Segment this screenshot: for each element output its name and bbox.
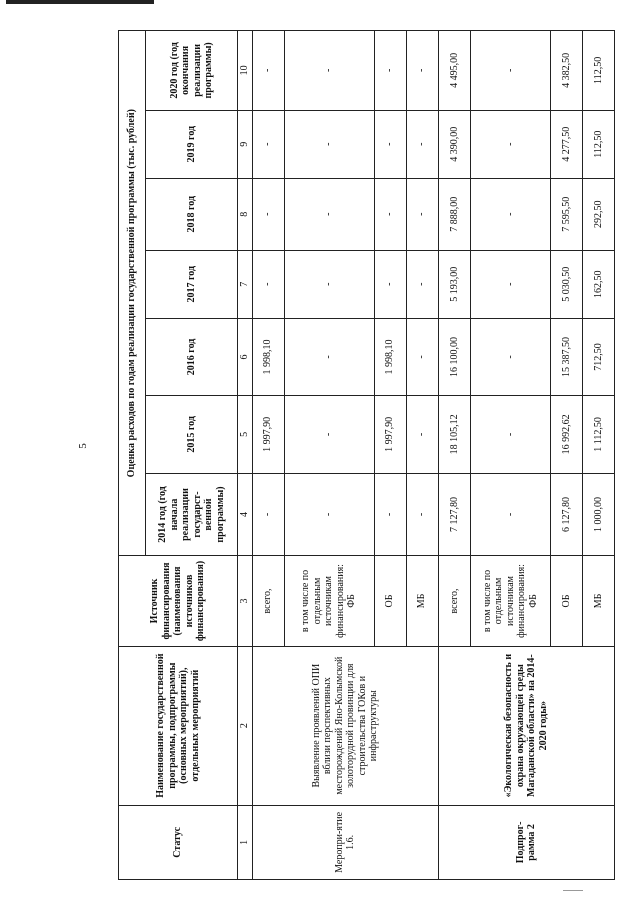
cell-value: - — [252, 473, 284, 556]
cell-value: 4 390,00 — [438, 110, 470, 178]
cell-value: - — [374, 31, 406, 111]
cell-value: - — [284, 473, 374, 556]
cell-value: 1 998,10 — [252, 318, 284, 395]
header-source: Источник финансирования (наименования источников финансирования) — [119, 556, 238, 646]
cell-value: - — [470, 396, 550, 473]
cell-value: - — [252, 110, 284, 178]
cell-value: 4 495,00 — [438, 31, 470, 111]
cell-value: 1 997,90 — [252, 396, 284, 473]
cell-value: 5 030,50 — [550, 250, 582, 318]
header-year-2020: 2020 год (год окончания реализации программы) — [146, 31, 238, 111]
row-source: МБ — [582, 556, 614, 646]
cell-value: 712,50 — [582, 318, 614, 395]
row-source: в том числе по отдельным источникам финансирования: ФБ — [284, 556, 374, 646]
row-status: Подпрог-рамма 2 — [438, 805, 614, 879]
table-row — [252, 31, 284, 880]
row-source: МБ — [406, 556, 438, 646]
cell-value: 292,50 — [582, 178, 614, 250]
cell-value: 7 888,00 — [438, 178, 470, 250]
cell-value: - — [406, 250, 438, 318]
cell-value: - — [406, 31, 438, 111]
cell-value: 1 000,00 — [582, 473, 614, 556]
cell-value: 7 595,50 — [550, 178, 582, 250]
cell-value: - — [470, 31, 550, 111]
row-source: ОБ — [550, 556, 582, 646]
row-source: в том числе по отдельным источникам финансирования: ФБ — [470, 556, 550, 646]
cell-value: - — [470, 473, 550, 556]
cell-value: 16 100,00 — [438, 318, 470, 395]
cell-value: 4 382,50 — [550, 31, 582, 111]
cell-value: 15 387,50 — [550, 318, 582, 395]
cell-value: - — [284, 31, 374, 111]
table-row — [438, 31, 470, 880]
header-year-2015: 2015 год — [146, 396, 238, 473]
header-year-2019: 2019 год — [146, 110, 238, 178]
scan-mark — [563, 890, 583, 891]
column-number: 6 — [238, 318, 253, 395]
cell-value: - — [406, 318, 438, 395]
cell-value: 112,50 — [582, 110, 614, 178]
column-number: 10 — [238, 31, 253, 111]
cell-value: 5 193,00 — [438, 250, 470, 318]
column-number: 9 — [238, 110, 253, 178]
cell-value: - — [406, 178, 438, 250]
cell-value: - — [252, 178, 284, 250]
row-source: всего, — [438, 556, 470, 646]
header-year-2014: 2014 год (год начала реализации государст-венной программы) — [146, 473, 238, 556]
header-estimate: Оценка расходов по годам реализации государственной программы (тыс. рублей) — [119, 31, 146, 556]
page-number: 5 — [77, 443, 89, 449]
row-status: Меропри-ятие 1.6. — [252, 805, 438, 879]
header-year-2016: 2016 год — [146, 318, 238, 395]
cell-value: - — [284, 318, 374, 395]
cell-value: 1 998,10 — [374, 318, 406, 395]
header-year-2018: 2018 год — [146, 178, 238, 250]
cell-value: - — [470, 110, 550, 178]
cell-value: 1 997,90 — [374, 396, 406, 473]
cell-value: 162,50 — [582, 250, 614, 318]
column-number: 8 — [238, 178, 253, 250]
cell-value: - — [252, 31, 284, 111]
cell-value: 18 105,12 — [438, 396, 470, 473]
cell-value: 112,50 — [582, 31, 614, 111]
header-name: Наименование государственной программы, подпрограммы (основных мероприятий), отдельных мероприятий — [119, 646, 238, 805]
cell-value: - — [470, 178, 550, 250]
cell-value: 16 992,62 — [550, 396, 582, 473]
top-rule — [6, 0, 154, 4]
cell-value: - — [406, 110, 438, 178]
cell-value: 6 127,80 — [550, 473, 582, 556]
cell-value: - — [374, 250, 406, 318]
cell-value: - — [374, 178, 406, 250]
cell-value: - — [284, 110, 374, 178]
cell-value: - — [284, 250, 374, 318]
cell-value: - — [284, 178, 374, 250]
cell-value: 7 127,80 — [438, 473, 470, 556]
cell-value: - — [252, 250, 284, 318]
cell-value: - — [374, 473, 406, 556]
column-number: 5 — [238, 396, 253, 473]
cell-value: - — [406, 396, 438, 473]
column-number: 7 — [238, 250, 253, 318]
row-source: всего, — [252, 556, 284, 646]
cell-value: - — [284, 396, 374, 473]
cell-value: - — [406, 473, 438, 556]
column-number: 4 — [238, 473, 253, 556]
row-name: Выявление проявлений ОПИ вблизи перспективных месторождений Яно-Колымской золоторудной провинции для строительства ГОКов и инфраструктуры — [252, 646, 438, 805]
budget-table — [118, 30, 615, 880]
column-number-row — [238, 31, 253, 880]
column-number: 1 — [238, 805, 253, 879]
header-status: Статус — [119, 805, 238, 879]
cell-value: 4 277,50 — [550, 110, 582, 178]
cell-value: 1 112,50 — [582, 396, 614, 473]
column-number: 3 — [238, 556, 253, 646]
cell-value: - — [470, 250, 550, 318]
header-year-2017: 2017 год — [146, 250, 238, 318]
row-source: ОБ — [374, 556, 406, 646]
cell-value: - — [470, 318, 550, 395]
row-name: «Экологическая безопасность и охрана окружающей среды Магаданской области» на 2014-2020 годы» — [438, 646, 614, 805]
column-number: 2 — [238, 646, 253, 805]
cell-value: - — [374, 110, 406, 178]
